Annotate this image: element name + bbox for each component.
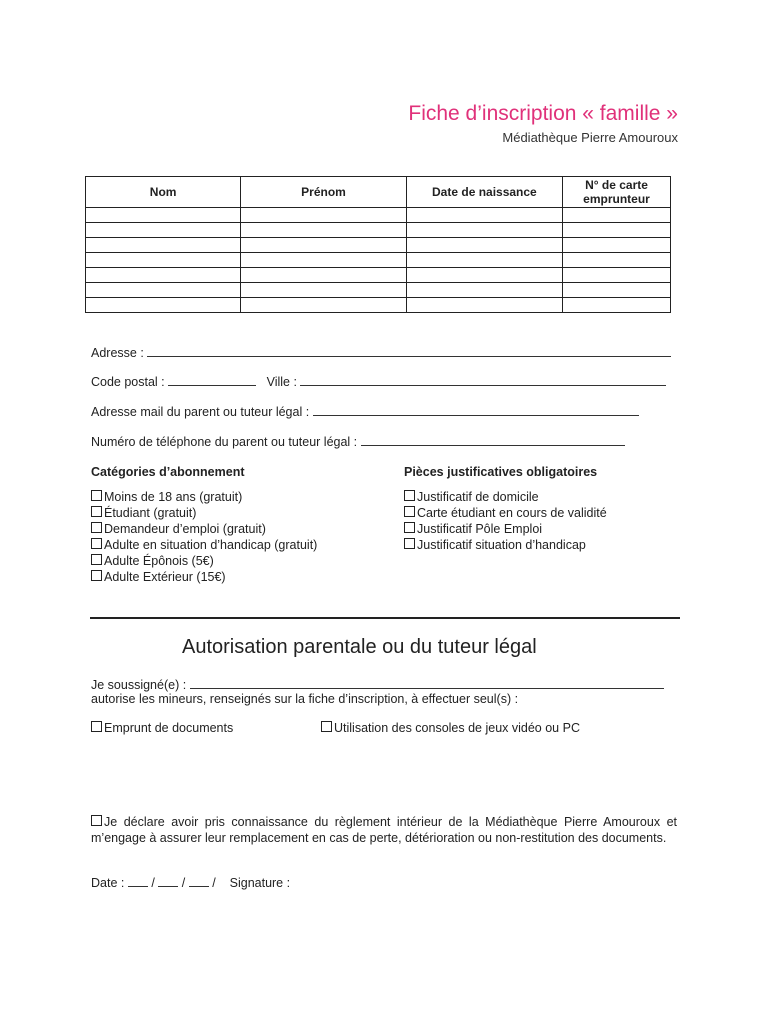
checkbox-option[interactable]	[404, 505, 607, 521]
table-row	[86, 208, 671, 223]
checkbox-icon[interactable]	[321, 721, 332, 732]
checkbox-icon[interactable]	[404, 506, 415, 517]
checkbox-option[interactable]	[404, 537, 607, 553]
table-cell[interactable]	[562, 268, 670, 283]
checkbox-option[interactable]	[404, 489, 607, 505]
checkbox-option[interactable]	[91, 505, 317, 521]
checkbox-icon[interactable]	[91, 522, 102, 533]
table-row	[86, 253, 671, 268]
table-cell[interactable]	[406, 283, 562, 298]
table-row	[86, 223, 671, 238]
documents-heading: Pièces justificatives obligatoires	[404, 465, 598, 479]
declaration-paragraph[interactable]	[91, 814, 677, 846]
option-label: Justificatif situation d’handicap	[417, 538, 586, 552]
table-cell[interactable]	[241, 253, 407, 268]
city-field[interactable]	[300, 374, 666, 386]
table-row	[86, 238, 671, 253]
table-cell[interactable]	[241, 238, 407, 253]
form-title: Fiche d’inscription « famille »	[408, 102, 678, 125]
checkbox-option[interactable]	[91, 553, 317, 569]
checkbox-icon[interactable]	[404, 538, 415, 549]
address-label: Adresse :	[91, 346, 144, 360]
phone-field[interactable]	[361, 434, 625, 446]
table-cell[interactable]	[86, 238, 241, 253]
postal-code-label: Code postal :	[91, 375, 165, 389]
table-cell[interactable]	[86, 223, 241, 238]
declaration-text: Je déclare avoir pris connaissance du règlement intérieur de la Médiathèque Pierre Amouroux et m’engage à assurer leur remplacement en cas de perte, détérioration ou non-restitution des documents.	[91, 815, 677, 845]
subscription-list	[91, 489, 317, 585]
address-line	[91, 345, 671, 360]
table-cell[interactable]	[562, 298, 670, 313]
phone-line	[91, 434, 625, 449]
option-consoles[interactable]	[321, 721, 580, 735]
members-table	[85, 176, 671, 313]
authorize-text: autorise les mineurs, renseignés sur la fiche d’inscription, à effectuer seul(s) :	[91, 692, 519, 706]
option-label: Emprunt de documents	[104, 721, 234, 735]
documents-list	[404, 489, 607, 553]
table-cell[interactable]	[86, 268, 241, 283]
address-field[interactable]	[147, 345, 671, 357]
table-cell[interactable]	[562, 223, 670, 238]
checkbox-icon[interactable]	[404, 490, 415, 501]
table-cell[interactable]	[241, 283, 407, 298]
date-separator: /	[151, 876, 155, 890]
checkbox-icon[interactable]	[91, 490, 102, 501]
date-separator: /	[181, 876, 186, 890]
column-header-prenom: Prénom	[241, 177, 407, 208]
option-label: Justificatif de domicile	[417, 490, 539, 504]
date-day-field[interactable]	[128, 875, 148, 887]
table-cell[interactable]	[241, 223, 407, 238]
table-row	[86, 283, 671, 298]
table-cell[interactable]	[406, 238, 562, 253]
column-header-nom: Nom	[86, 177, 241, 208]
table-cell[interactable]	[406, 253, 562, 268]
email-label: Adresse mail du parent ou tuteur légal :	[91, 405, 310, 419]
date-year-field[interactable]	[189, 875, 209, 887]
table-cell[interactable]	[406, 298, 562, 313]
email-field[interactable]	[313, 404, 639, 416]
date-signature-line	[91, 875, 290, 890]
checkbox-option[interactable]	[91, 569, 317, 585]
email-line	[91, 404, 639, 419]
option-label: Demandeur d’emploi (gratuit)	[104, 522, 266, 536]
table-cell[interactable]	[406, 208, 562, 223]
table-cell[interactable]	[562, 238, 670, 253]
phone-label: Numéro de téléphone du parent ou tuteur légal :	[91, 435, 358, 449]
checkbox-option[interactable]	[91, 489, 317, 505]
option-label: Carte étudiant en cours de validité	[417, 506, 607, 520]
option-label: Adulte en situation d’handicap (gratuit)	[104, 538, 318, 552]
table-cell[interactable]	[86, 253, 241, 268]
table-cell[interactable]	[241, 268, 407, 283]
table-cell[interactable]	[406, 268, 562, 283]
table-cell[interactable]	[406, 223, 562, 238]
checkbox-icon[interactable]	[91, 554, 102, 565]
table-cell[interactable]	[562, 283, 670, 298]
option-label: Moins de 18 ans (gratuit)	[104, 490, 243, 504]
signature-label: Signature :	[229, 876, 291, 890]
table-row	[86, 298, 671, 313]
table-row	[86, 268, 671, 283]
subscription-heading: Catégories d’abonnement	[91, 465, 245, 479]
checkbox-icon[interactable]	[91, 721, 102, 732]
postal-city-line	[91, 374, 666, 389]
table-cell[interactable]	[241, 208, 407, 223]
table-cell[interactable]	[86, 283, 241, 298]
checkbox-icon[interactable]	[91, 570, 102, 581]
checkbox-icon[interactable]	[91, 538, 102, 549]
checkbox-icon[interactable]	[91, 815, 102, 826]
checkbox-option[interactable]	[91, 537, 317, 553]
table-cell[interactable]	[562, 253, 670, 268]
date-label: Date :	[91, 876, 125, 890]
undersigned-line	[91, 677, 664, 692]
table-cell[interactable]	[86, 208, 241, 223]
table-cell[interactable]	[86, 298, 241, 313]
checkbox-icon[interactable]	[91, 506, 102, 517]
undersigned-field[interactable]	[190, 677, 664, 689]
city-label: Ville :	[266, 375, 297, 389]
postal-code-field[interactable]	[168, 374, 256, 386]
option-label: Adulte Épônois (5€)	[104, 554, 214, 568]
form-subtitle: Médiathèque Pierre Amouroux	[502, 130, 678, 145]
column-header-carte: N° de carte emprunteur	[562, 177, 670, 208]
section-divider	[90, 617, 680, 619]
option-label: Utilisation des consoles de jeux vidéo ou PC	[334, 721, 580, 735]
authorization-title: Autorisation parentale ou du tuteur légal	[182, 636, 537, 658]
column-header-date-naissance: Date de naissance	[406, 177, 562, 208]
option-label: Justificatif Pôle Emploi	[417, 522, 543, 536]
checkbox-icon[interactable]	[404, 522, 415, 533]
table-cell[interactable]	[241, 298, 407, 313]
checkbox-option[interactable]	[404, 521, 607, 537]
table-cell[interactable]	[562, 208, 670, 223]
date-separator: /	[212, 876, 216, 890]
option-loan[interactable]	[91, 721, 233, 735]
date-month-field[interactable]	[158, 875, 178, 887]
undersigned-label: Je soussigné(e) :	[91, 678, 187, 692]
option-label: Étudiant (gratuit)	[104, 506, 197, 520]
checkbox-option[interactable]	[91, 521, 317, 537]
option-label: Adulte Extérieur (15€)	[104, 570, 226, 584]
